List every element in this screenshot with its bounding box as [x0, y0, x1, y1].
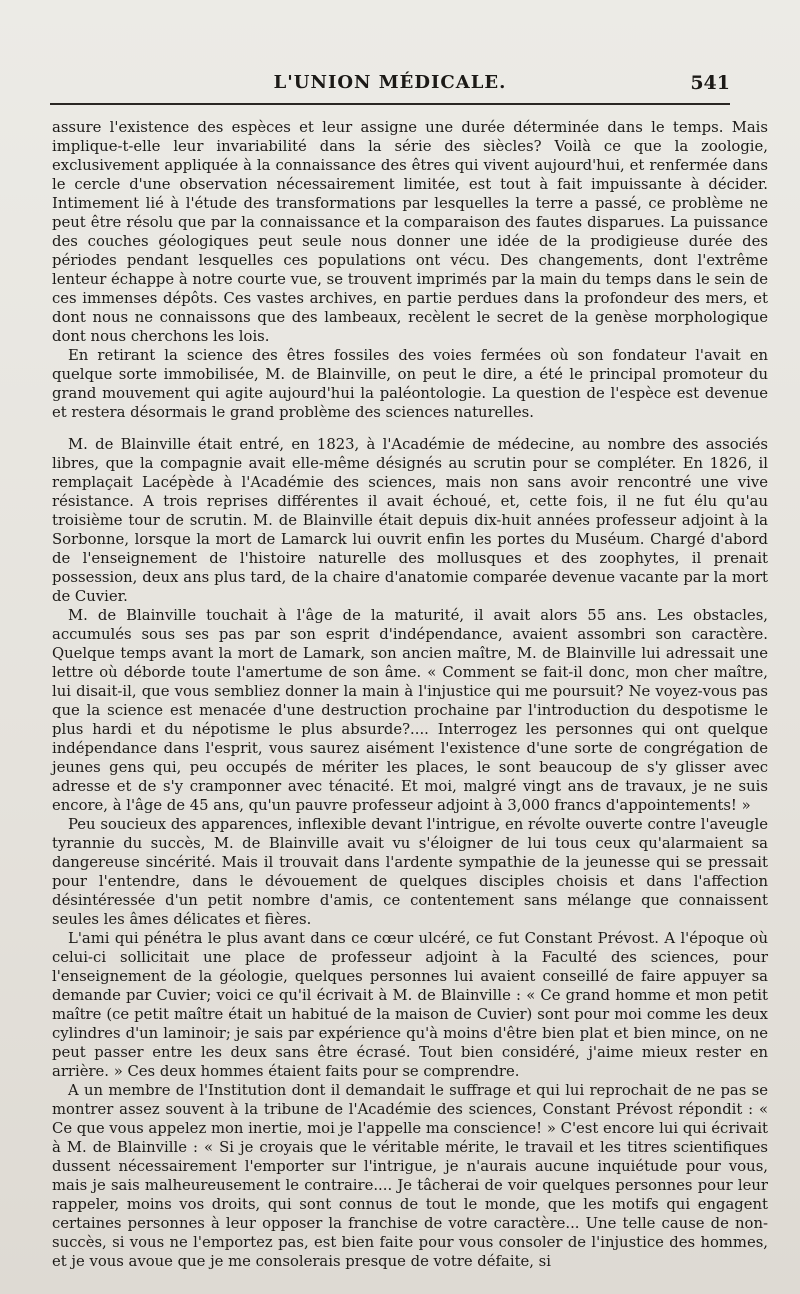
paragraph: En retirant la science des êtres fossiles des voies fermées où son fondateur l'avait en quelque sorte immobilisée, M. de Blainville, on peut le dire, a été le principal promoteur du grand mouvement qui agite aujourd'hui la paléontologie. La question de l'espèce est devenue et restera désormais le grand problème des sciences naturelles.	[52, 347, 768, 421]
page-number: 541	[690, 72, 730, 94]
paragraph: Peu soucieux des apparences, inflexible devant l'intrigue, en révolte ouverte contre l'aveugle tyrannie du succès, M. de Blainville avait vu s'éloigner de lui tous ceux qu'alarmaient sa dangereuse sincérité. Mais il trouvait dans l'ardente sympathie de la jeunesse qui se pressait pour l'entendre, dans le dévouement de quelques disciples choisis et dans l'affection désintéressée d'un petit nombre d'amis, ce contentement sans mélange que connaissent seules les âmes délicates et fières.	[52, 816, 768, 928]
header-rule	[50, 103, 730, 105]
paragraph: M. de Blainville touchait à l'âge de la maturité, il avait alors 55 ans. Les obstacles, accumulés sous ses pas par son esprit d'indépendance, avaient assombri son caractère. Quelque temps avant la mort de Lamark, son ancien maître, M. de Blainville lui adressait une lettre où déborde toute l'amertume de son âme. « Comment se fait-il donc, mon cher maître, lui disait-il, que vous sembliez donner la main à l'injustice qui me poursuit? Ne voyez-vous pas que la science est menacée d'une destruction prochaine par l'introduction du despotisme le plus hardi et du népotisme le plus absurde?.... Interrogez les personnes qui ont quelque indépendance dans l'esprit, vous saurez aisément l'existence d'une sorte de congrégation de jeunes gens qui, peu occupés de mériter les places, le sont beaucoup de s'y glisser avec adresse et de s'y cramponner avec ténacité. Et moi, malgré vingt ans de travaux, je ne suis encore, à l'âge de 45 ans, qu'un pauvre professeur adjoint à 3,000 francs d'appointements! »	[52, 607, 768, 814]
page-header	[50, 72, 730, 102]
paragraph: M. de Blainville était entré, en 1823, à l'Académie de médecine, au nombre des associés libres, que la compagnie avait elle-même désignés au scrutin pour se compléter. En 1826, il remplaçait Lacépède à l'Académie des sciences, mais non sans avoir rencontré une vive résistance. A trois reprises différentes il avait échoué, et, cette fois, il ne fut élu qu'au troisième tour de scrutin. M. de Blainville était depuis dix-huit années professeur adjoint à la Sorbonne, lorsque la mort de Lamarck lui ouvrit enfin les portes du Muséum. Chargé d'abord de l'enseignement de l'histoire naturelle des mollusques et des zoophytes, il prenait possession, deux ans plus tard, de la chaire d'anatomie comparée devenue vacante par la mort de Cuvier.	[52, 436, 768, 605]
paragraph: L'ami qui pénétra le plus avant dans ce cœur ulcéré, ce fut Constant Prévost. A l'époque où celui-ci sollicitait une place de professeur adjoint à la Faculté des sciences, pour l'enseignement de la géologie, quelques personnes lui avaient conseillé de faire appuyer sa demande par Cuvier; voici ce qu'il écrivait à M. de Blainville : « Ce grand homme et mon petit maître (ce petit maître était un habitué de la maison de Cuvier) sont pour moi comme les deux cylindres d'un laminoir; je sais par expérience qu'à moins d'être bien plat et bien mince, on ne peut passer entre les deux sans être écrasé. Tout bien considéré, j'aime mieux rester en arrière. » Ces deux hommes étaient faits pour se comprendre.	[52, 930, 768, 1080]
running-head: L'UNION MÉDICALE.	[273, 72, 507, 93]
paragraph: assure l'existence des espèces et leur assigne une durée déterminée dans le temps. Mais implique-t-elle leur invariabilité dans la série des siècles? Voilà ce que la zoologie, exclusivement appliquée à la connaissance des êtres qui vivent aujourd'hui, et renfermée dans le cercle d'une observation nécessairement limitée, est tout à fait impuissante à décider. Intimement lié à l'étude des transformations par lesquelles la terre a passé, ce problème ne peut être résolu que par la connaissance et la comparaison des fautes disparues. La puissance des couches géologiques peut seule nous donner une idée de la prodigieuse durée des périodes pendant lesquelles ces populations ont vécu. Des changements, dont l'extrême lenteur échappe à notre courte vue, se trouvent imprimés par la main du temps dans le sein de ces immenses dépôts. Ces vastes archives, en partie perdues dans la profondeur des mers, et dont nous ne connaissons que des lambeaux, recèlent le secret de la genèse morphologique dont nous cherchons les lois.	[52, 119, 768, 345]
body-text	[52, 118, 768, 1271]
paragraph: A un membre de l'Institution dont il demandait le suffrage et qui lui reprochait de ne pas se montrer assez souvent à la tribune de l'Académie des sciences, Constant Prévost répondit : « Ce que vous appelez mon inertie, moi je l'appelle ma conscience! » C'est encore lui qui écrivait à M. de Blainville : « Si je croyais que le véritable mérite, le travail et les titres scientifiques dussent nécessairement l'emporter sur l'intrigue, je n'aurais aucune inquiétude pour vous, mais je sais malheureusement le contraire.... Je tâcherai de voir quelques personnes pour leur rappeler, moins vos droits, qui sont connus de tout le monde, que les motifs qui engagent certaines personnes à leur opposer la franchise de votre caractère... Une telle cause de non-succès, si vous ne l'emportez pas, est bien faite pour vous consoler de l'injustice des hommes, et je vous avoue que je me consolerais presque de votre défaite, si	[52, 1082, 768, 1270]
